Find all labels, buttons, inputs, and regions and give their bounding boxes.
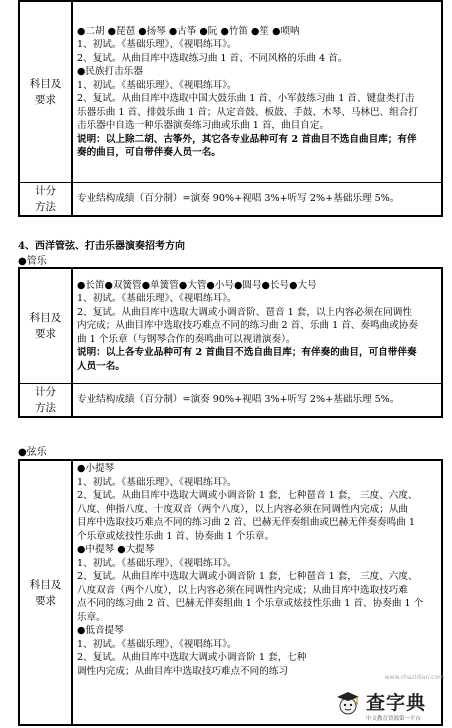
text-line: 个乐章或炫技性乐曲 1 首、协奏曲 1 个乐章。 [77, 530, 275, 542]
table-row [19, 384, 442, 418]
scoring-formula: 专业结构成绩（百分制）=演奏 90%+视唱 3%+听写 2%+基础乐理 5%。 [77, 394, 400, 406]
table-row [19, 1, 442, 183]
text-line: 八度、伸指八度、十度双音（两个八度），以上内容必须在同调性内完成；从曲 [77, 503, 408, 515]
text-line: 点不同的练习曲 2 首、巴赫无伴奏组曲 1 个乐章或炫技性乐曲 1 首、协奏曲 1 个 [77, 598, 424, 609]
text-line: 1、初试。《基础乐理》、《视唱练耳》。 [77, 39, 237, 50]
scoring-content [72, 183, 442, 217]
text-line: 1、初试。《基础乐理》、《视唱练耳》。 [77, 293, 237, 305]
text-line: 2、复试。从曲目库中选取大调或小调音阶 1 套，七种琶音 1 套， 三度、六度、 [77, 490, 418, 501]
text-line: ●民族打击乐器 [77, 66, 143, 77]
label-line: 方法 [35, 402, 56, 414]
exam-table-chinese-instruments [18, 0, 443, 217]
text-line: 1、初试。《基础乐理》、《视唱练耳》。 [77, 557, 237, 569]
text-line: ●中提琴 ●大提琴 [77, 544, 155, 555]
scoring-formula: 专业结构成绩（百分制）=演奏 90%+视唱 3%+听写 2%+基础乐理 5%。 [77, 193, 400, 205]
text-line: 曲 1 个乐章（与钢琴合作的奏鸣曲可以视谱演奏）。 [77, 333, 296, 345]
watermark-subtitle: 中文教育资源第一平台 [366, 716, 422, 722]
text-line: 乐器乐曲 1 首、排鼓乐曲 1 首；从定音鼓、板鼓、手鼓、木琴、马林巴、组合打 [77, 106, 418, 118]
text-line: 调性内完成；从曲目库中选取技巧难点不同的练习 [77, 665, 289, 677]
text-line: 2、复试。从曲目库中选取大调或小调音阶 1 套，七种琶音 1 套， 三度、六度、 [77, 571, 418, 582]
label-line: 科目及 [29, 312, 62, 324]
text-line: 2、复试。从曲目库中选取大调或小调音阶、琶音 1 套，以上内容必须在同调性 [77, 306, 412, 318]
text-line: 2、复试。从曲目库中选取大调或小调音阶 1 套，七种 [77, 652, 307, 663]
label-line: 计分 [35, 386, 56, 398]
text-line: ●低音提琴 [77, 625, 124, 636]
scoring-content [72, 384, 442, 418]
scoring-method-label [19, 384, 72, 418]
text-line: 目库中选取技巧难点不同的练习曲 2 首、巴赫无伴奏组曲或巴赫无伴奏奏鸣曲 1 [77, 517, 415, 528]
text-line: 击乐器中自选一种乐器演奏练习曲或乐曲 1 首，曲目自定。 [77, 120, 330, 131]
scoring-method-label [19, 183, 72, 217]
subject-requirements-label [19, 268, 72, 384]
label-line: 要求 [35, 94, 56, 106]
wind-instruments-label: ●管乐 [18, 256, 47, 267]
section-heading: 4、西洋管弦、打击乐器演奏招考方向 [18, 241, 185, 252]
label-line: 方法 [35, 201, 56, 213]
text-line: 说明：以上各专业品种可有 2 首曲目不选自曲目库；有伴奏的曲目，可自带伴奏 [77, 347, 417, 359]
requirements-lines [77, 279, 438, 374]
text-line: 说明：以上除二胡、古筝外，其它各专业品种可有 2 首曲目不选自曲目库；有伴 [77, 133, 417, 145]
text-line: ●小提琴 [77, 463, 115, 474]
string-instruments-label: ●弦乐 [18, 447, 47, 458]
requirements-content [72, 268, 442, 384]
table-row [19, 268, 442, 384]
watermark-brand: 查字典 [366, 692, 427, 714]
text-line: 1、初试。《基础乐理》、《视唱练耳》。 [77, 476, 237, 488]
exam-table-wind-instruments [18, 267, 443, 418]
text-line: 1、初试。《基础乐理》、《视唱练耳》。 [77, 638, 237, 650]
text-line: 2、复试。从曲目库中选取练习曲 1 首、不同风格的乐曲 4 首。 [77, 52, 348, 64]
text-line: 人员一名。 [77, 360, 125, 372]
chazidian-watermark [330, 674, 448, 726]
text-line: 乐章。 [77, 611, 106, 623]
label-line: 计分 [35, 185, 56, 197]
watermark-url: www.chazidian.com [384, 674, 444, 681]
label-line: 要求 [35, 594, 56, 607]
text-line: ●二胡 ●琵琶 ●扬琴 ●古筝 ●阮 ●竹笛 ●笙 ●唢呐 [77, 25, 300, 37]
text-line: 1、初试。《基础乐理》、《视唱练耳》。 [77, 79, 237, 91]
label-line: 科目及 [29, 78, 62, 90]
text-line: 2、复试。从曲目库中选取中国大鼓乐曲 1 首、小军鼓练习曲 1 首、键盘类打击 [77, 93, 415, 104]
requirements-content [72, 1, 442, 183]
label-line: 科目及 [29, 578, 62, 591]
text-line: 内完成；从曲目库中选取技巧难点不同的练习曲 2 首、乐曲 1 首、奏鸣曲或协奏 [77, 320, 418, 332]
subject-requirements-label [19, 460, 72, 725]
label-line: 要求 [35, 328, 56, 340]
requirements-lines [77, 462, 438, 678]
subject-requirements-label [19, 1, 72, 183]
text-line: 奏的曲目，可自带伴奏人员一名。 [77, 147, 221, 158]
requirements-lines [77, 25, 438, 160]
graduation-cap-icon [336, 690, 360, 716]
text-line: 八度双音（两个八度），以上内容必须在同调性内完成；从曲目库中选取技巧难 [77, 584, 408, 596]
text-line: ●长笛●双簧管●单簧管●大管●小号●圆号●长号●大号 [77, 279, 317, 291]
table-row [19, 183, 442, 217]
